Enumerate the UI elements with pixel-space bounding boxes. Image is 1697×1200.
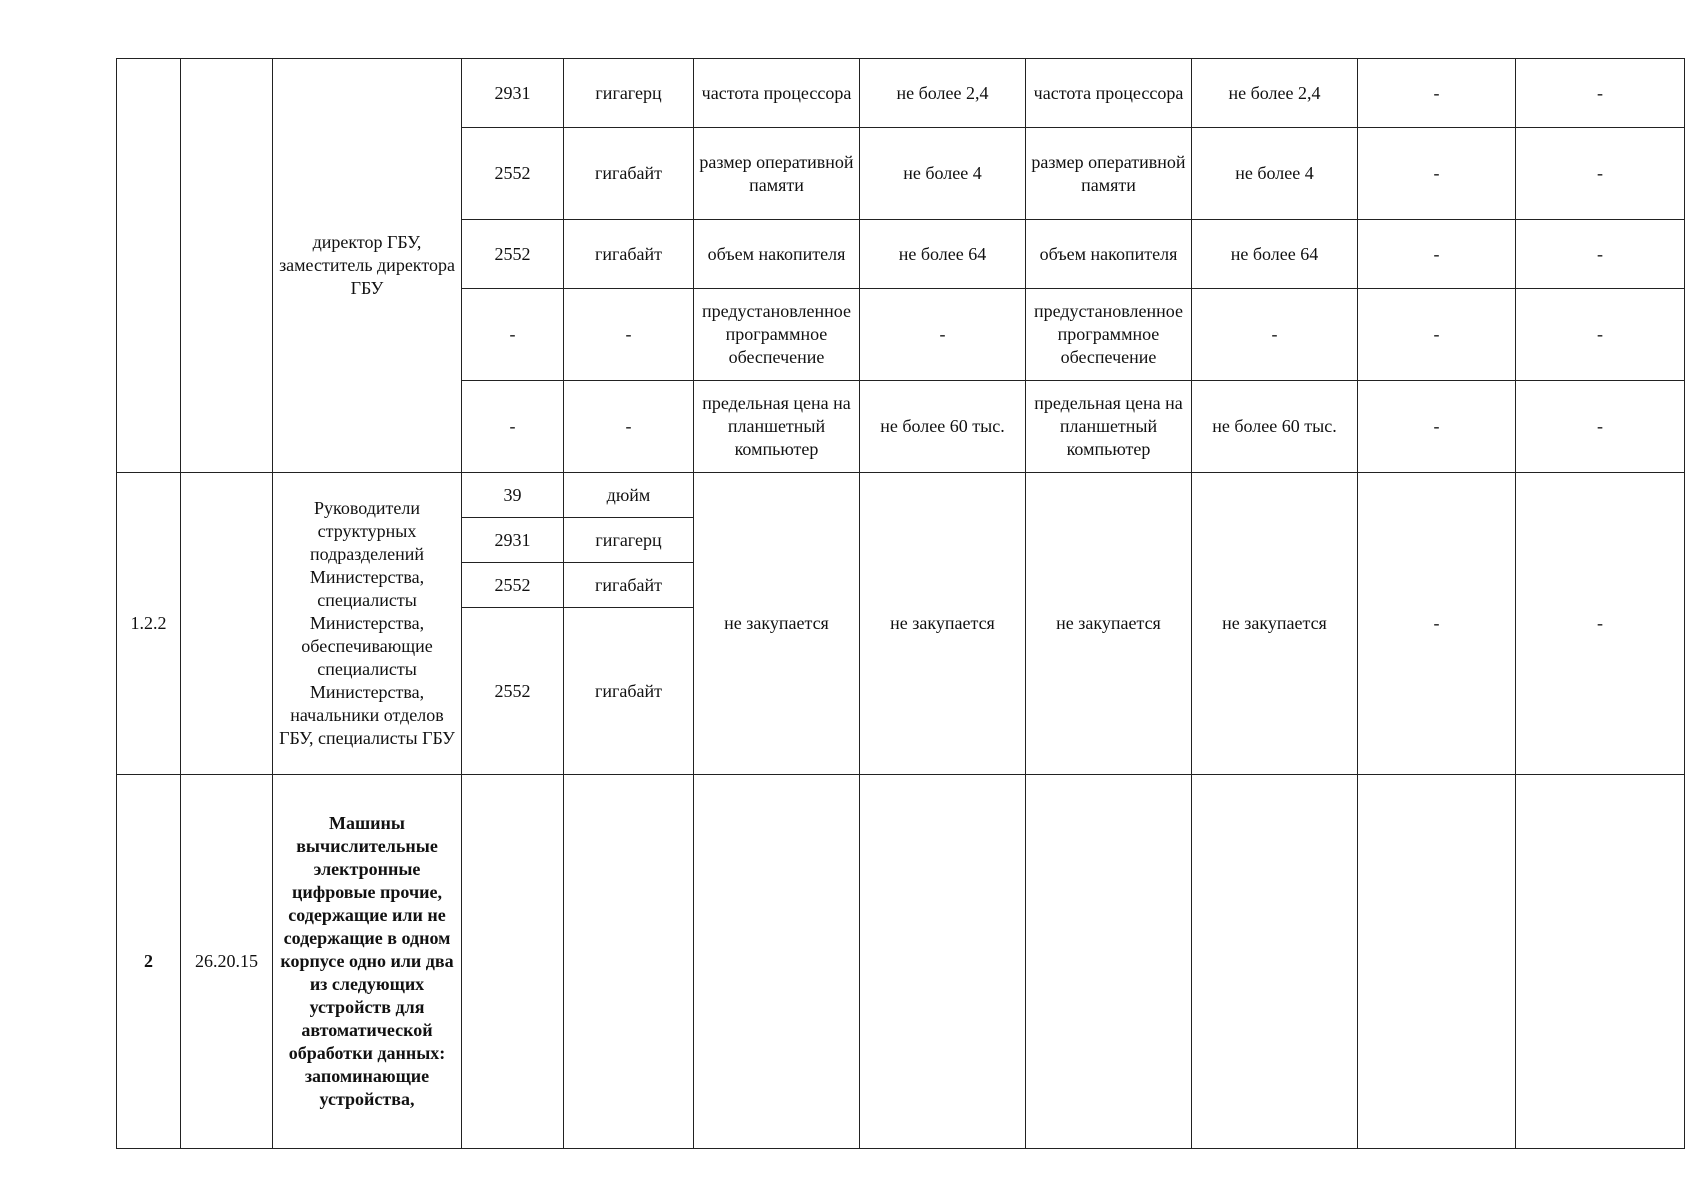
cell-characteristic-2: предустановленное программное обеспечение [1026,289,1192,381]
cell-value: не более 2,4 [860,59,1026,128]
cell-col12: - [1516,59,1685,128]
table-row [117,775,1685,1149]
cell-col12: - [1516,289,1685,381]
cell-characteristic: предустановленное программное обеспечение [694,289,860,381]
cell-value [860,775,1026,1149]
cell-code [181,59,273,473]
cell-okei: 2931 [462,59,564,128]
cell-col11: - [1358,59,1516,128]
cell-characteristic-2: частота процессора [1026,59,1192,128]
cell-characteristic: объем накопителя [694,220,860,289]
cell-value-2: не более 2,4 [1192,59,1358,128]
cell-unit: - [564,289,694,381]
cell-okei: 2931 [462,518,564,563]
cell-value: - [860,289,1026,381]
cell-col12: - [1516,220,1685,289]
cell-characteristic-2: предельная цена на планшетный компьютер [1026,381,1192,473]
cell-col12 [1516,775,1685,1149]
cell-value-2: не более 60 тыс. [1192,381,1358,473]
cell-unit: гигабайт [564,608,694,775]
cell-unit [564,775,694,1149]
cell-value: не более 4 [860,128,1026,220]
cell-characteristic-2: не закупается [1026,473,1192,775]
cell-characteristic-2: объем накопителя [1026,220,1192,289]
cell-characteristic: предельная цена на планшетный компьютер [694,381,860,473]
document-table [116,58,1685,1149]
cell-num: 1.2.2 [117,473,181,775]
cell-okei: - [462,289,564,381]
cell-unit: гигабайт [564,128,694,220]
cell-col11: - [1358,128,1516,220]
cell-position: Машины вычислительные электронные цифровые прочие, содержащие или не содержащие в одном корпусе одно или два из следующих устройств для автоматической обработки данных: запоминающие устройства, [273,775,462,1149]
cell-col11: - [1358,381,1516,473]
cell-col12: - [1516,128,1685,220]
cell-unit: гигабайт [564,220,694,289]
cell-value: не более 60 тыс. [860,381,1026,473]
cell-value: не более 64 [860,220,1026,289]
cell-value-2: не более 4 [1192,128,1358,220]
cell-characteristic-2: размер оперативной памяти [1026,128,1192,220]
cell-characteristic: не закупается [694,473,860,775]
cell-num: 2 [117,775,181,1149]
cell-characteristic-2 [1026,775,1192,1149]
cell-col11: - [1358,473,1516,775]
cell-code [181,473,273,775]
cell-characteristic: размер оперативной памяти [694,128,860,220]
cell-unit: дюйм [564,473,694,518]
cell-value-2 [1192,775,1358,1149]
cell-value: не закупается [860,473,1026,775]
cell-characteristic: частота процессора [694,59,860,128]
cell-col11 [1358,775,1516,1149]
cell-col11: - [1358,289,1516,381]
cell-position: Руководители структурных подразделений Министерства, специалисты Министерства, обеспечивающие специалисты Министерства, начальники отделов ГБУ, специалисты ГБУ [273,473,462,775]
cell-col11: - [1358,220,1516,289]
cell-okei: 2552 [462,128,564,220]
cell-okei: 2552 [462,220,564,289]
cell-value-2: не закупается [1192,473,1358,775]
cell-okei: 39 [462,473,564,518]
cell-value-2: не более 64 [1192,220,1358,289]
cell-unit: - [564,381,694,473]
cell-unit: гигагерц [564,59,694,128]
cell-unit: гигабайт [564,563,694,608]
cell-num [117,59,181,473]
table-row [117,473,1685,518]
cell-col12: - [1516,381,1685,473]
cell-okei [462,775,564,1149]
cell-okei: - [462,381,564,473]
cell-code: 26.20.15 [181,775,273,1149]
cell-okei: 2552 [462,563,564,608]
cell-value-2: - [1192,289,1358,381]
cell-unit: гигагерц [564,518,694,563]
cell-position: директор ГБУ, заместитель директора ГБУ [273,59,462,473]
cell-characteristic [694,775,860,1149]
cell-col12: - [1516,473,1685,775]
cell-okei: 2552 [462,608,564,775]
table-row [117,59,1685,128]
